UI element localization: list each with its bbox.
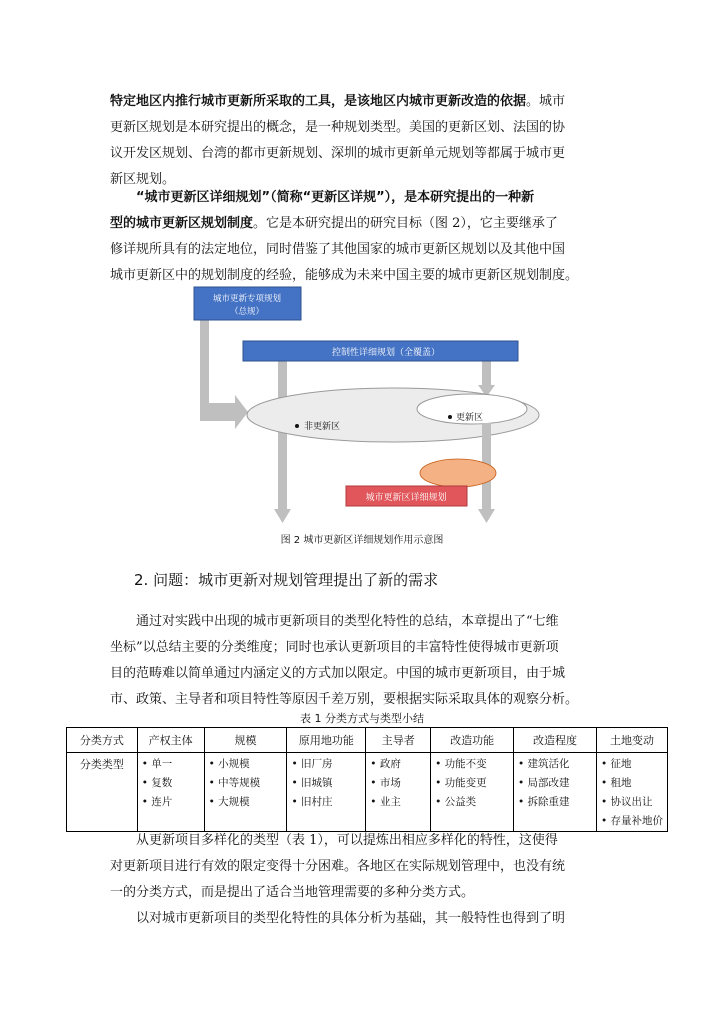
paragraph-3-line-3: 目的范畴难以简单通过内涵定义的方式加以限定。中国的城市更新项目，由于城 (110, 666, 566, 681)
top-box-label-line-1: 城市更新专项规划 (212, 294, 282, 304)
pillar-left-lower (278, 423, 287, 511)
figure-2-diagram (180, 283, 540, 525)
table-row (67, 753, 668, 832)
pillar-right (482, 361, 491, 387)
table-1-caption: 表 1 分类方式与类型小结 (300, 712, 424, 725)
table-cell-ownership: • 单一 • 复数 • 连片 (137, 753, 204, 832)
table-header-cell: 规模 (204, 728, 287, 753)
table-header-cell: 改造程度 (514, 728, 597, 753)
paragraph-4-line-4: 以对城市更新项目的类型化特性的具体分析为基础，其一般特性也得到了明 (136, 911, 566, 926)
table-cell-function-change: • 功能不变 • 功能变更 • 公益类 (431, 753, 514, 832)
table-header-cell: 主导者 (366, 728, 431, 753)
table-header-cell: 分类方式 (67, 728, 138, 753)
table-cell-scale: • 小规模 • 中等规模 • 大规模 (204, 753, 287, 832)
paragraph-1-line-2: 更新区规划是本研究提出的概念，是一种规划类型。美国的更新区划、法国的协 (110, 120, 566, 135)
table-cell-original-land-use: • 旧厂房 • 旧城镇 • 旧村庄 (287, 753, 366, 832)
paragraph-3-line-1: 通过对实践中出现的城市更新项目的类型化特性的总结，本章提出了“七维 (136, 614, 559, 629)
table-header-cell: 原用地功能 (287, 728, 366, 753)
figure-2-caption: 图 2 城市更新区详细规划作用示意图 (280, 535, 444, 546)
arrow-left-down (274, 509, 291, 523)
paragraph-3-line-2: 坐标”以总结主要的分类维度；同时也承认更新项目的丰富特性使得城市更新项 (110, 640, 559, 655)
paragraph-2-line-2: 型的城市更新区规划制度。它是本研究提出的研究目标（图 2），它主要继承了 (110, 216, 558, 231)
paragraph-4-line-2: 对更新项目进行有效的限定变得十分困难。各地区在实际规划管理中，也没有统 (110, 859, 566, 874)
table-cell-renovation-degree: • 建筑活化 • 局部改建 • 拆除重建 (514, 753, 597, 832)
paragraph-1-line-4: 新区规划。 (110, 172, 176, 187)
paragraph-1-line-1: 特定地区内推行城市更新所采取的工具，是该地区内城市更新改造的依据。城市 (110, 94, 566, 109)
top-box-label-line-2: （总规） (229, 307, 265, 317)
paragraph-4 (110, 828, 615, 932)
paragraph-3 (110, 609, 615, 713)
renewal-bullet (448, 415, 452, 419)
paragraph-4-line-1: 从更新项目多样化的类型（表 1），可以提炼出相应多样化的特性，这使得 (136, 833, 558, 848)
section-heading: 2. 问题：城市更新对规划管理提出了新的需求 (134, 571, 439, 589)
paragraph-3-line-4: 市、政策、主导者和项目特性等原因千差万别，要根据实际采取具体的观察分析。 (110, 692, 579, 707)
paragraph-2-line-4: 城市更新区中的规划制度的经验，能够成为未来中国主要的城市更新区规划制度。 (110, 268, 579, 283)
table-header-cell: 土地变动 (596, 728, 667, 753)
paragraph-2 (110, 185, 615, 289)
paragraph-1-line-3: 议开发区规划、台湾的都市更新规划、深圳的城市更新单元规划等都属于城市更 (110, 146, 566, 161)
arrow-right-bottom (478, 509, 495, 523)
paragraph-2-line-3: 修详规所具有的法定地位，同时借鉴了其他国家的城市更新区规划以及其他中国 (110, 242, 566, 257)
renewal-label: 更新区 (456, 413, 484, 423)
table-cell-leader: • 政府 • 市场 • 业主 (366, 753, 431, 832)
paragraph-1 (110, 89, 615, 193)
table-header-row (67, 728, 668, 753)
classification-table (66, 727, 668, 832)
table-cell-land-change: • 征地 • 租地 • 协议出让 • 存量补地价 (596, 753, 667, 832)
orange-ellipse (420, 459, 496, 487)
non-renewal-bullet (295, 424, 299, 428)
table-header-cell: 改造功能 (431, 728, 514, 753)
non-renewal-label: 非更新区 (304, 422, 341, 432)
table-header-cell: 产权主体 (137, 728, 204, 753)
paragraph-2-line-1: “城市更新区详细规划”（简称“更新区详规”），是本研究提出的一种新 (136, 190, 535, 205)
pillar-left (200, 318, 209, 408)
red-box-label: 城市更新区详细规划 (365, 493, 447, 503)
table-row-label: 分类类型 (67, 753, 138, 832)
wide-box-label: 控制性详细规划（全覆盖） (331, 348, 441, 358)
paragraph-4-line-3: 一的分类方式，而是提出了适合当地管理需要的多种分类方式。 (110, 885, 475, 900)
